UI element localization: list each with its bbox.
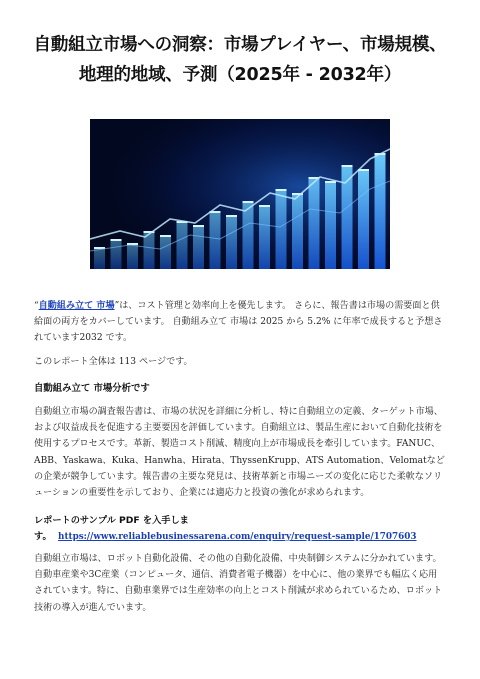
sample-request xyxy=(34,513,454,545)
hero-bar-highlight xyxy=(276,189,287,191)
analysis-paragraph: 自動組立市場の調査報告書は、市場の状況を詳細に分析し、特に自動組立の定義、ターゲット市場、および収益成長を促進する主要要因を評価しています。自動組立は、製品生産において自動化技術を使用するプロセスです。革新、製造コスト削減、精度向上が市場成長を牽引しています。FANUC、ABB、Yaskawa、Kuka、Hanwha、Hirata、ThyssenKrupp、ATS Automation、Velomatなどの企業が競争しています。報告書の主要な発見は、技術革新と市場ニーズの変化に応じた柔軟なソリューションの重要性を示しており、企業には適応力と投資の強化が求められます。 xyxy=(34,407,445,499)
hero-bar xyxy=(325,181,336,269)
hero-bar xyxy=(193,225,204,269)
market-link[interactable]: 自動組み立て 市場 xyxy=(38,300,115,311)
hero-bar xyxy=(259,205,270,269)
hero-bar xyxy=(111,239,122,269)
document-title: 自動組立市場への洞察：市場プレイヤー、市場規模、地理的地域、予測（2025年 - 2032年） xyxy=(33,35,447,85)
sample-label: レポートのサンプル PDF を入手しま xyxy=(34,515,189,526)
hero-bar-highlight xyxy=(111,239,122,241)
hero-bar-highlight xyxy=(342,165,353,167)
intro-paragraph xyxy=(34,298,446,347)
hero-bar-highlight xyxy=(325,181,336,183)
sample-label-end: す。 xyxy=(34,531,52,542)
hero-bar-highlight xyxy=(226,215,237,217)
hero-chart-image xyxy=(90,119,390,269)
hero-bar xyxy=(226,215,237,269)
intro-text: ”は、コスト管理と効率向上を優先します。 さらに、報告書は市場の需要面と供給面の両方をカバーしています。 自動組み立て 市場は 2025 から 5.2% に年率で成長すると予想されています2032 です。 xyxy=(34,301,443,344)
growth-bars-illustration xyxy=(90,119,390,269)
hero-bar xyxy=(177,221,188,269)
hero-bar xyxy=(358,169,369,269)
hero-bar-highlight xyxy=(193,225,204,227)
hero-bar xyxy=(375,153,386,269)
pages-note: このレポート全体は 113 ページです。 xyxy=(34,357,193,367)
hero-bar-highlight xyxy=(160,235,171,237)
hero-bar xyxy=(309,177,320,269)
hero-bar xyxy=(127,243,138,269)
intro-quote-mark: “ xyxy=(34,301,39,311)
hero-bar-highlight xyxy=(243,201,254,203)
analysis-heading: 自動組み立て 市場分析です xyxy=(34,383,150,394)
hero-bar-highlight xyxy=(259,205,270,207)
hero-bar xyxy=(210,211,221,269)
sample-request-link[interactable]: https://www.reliablebusinessarena.com/enquiry/request-sample/1707603 xyxy=(58,532,417,542)
hero-bar xyxy=(292,193,303,269)
hero-bar xyxy=(276,189,287,269)
hero-bar xyxy=(160,235,171,269)
segments-paragraph: 自動組立市場は、ロボット自動化設備、その他の自動化設備、中央制御システムに分かれています。自動車産業や3C産業（コンピュータ、通信、消費者電子機器）を中心に、他の業界でも幅広く応用されています。特に、自動車業界では生産効率の向上とコスト削減が求められているため、ロボット技術の導入が進んでいます。 xyxy=(34,554,443,613)
